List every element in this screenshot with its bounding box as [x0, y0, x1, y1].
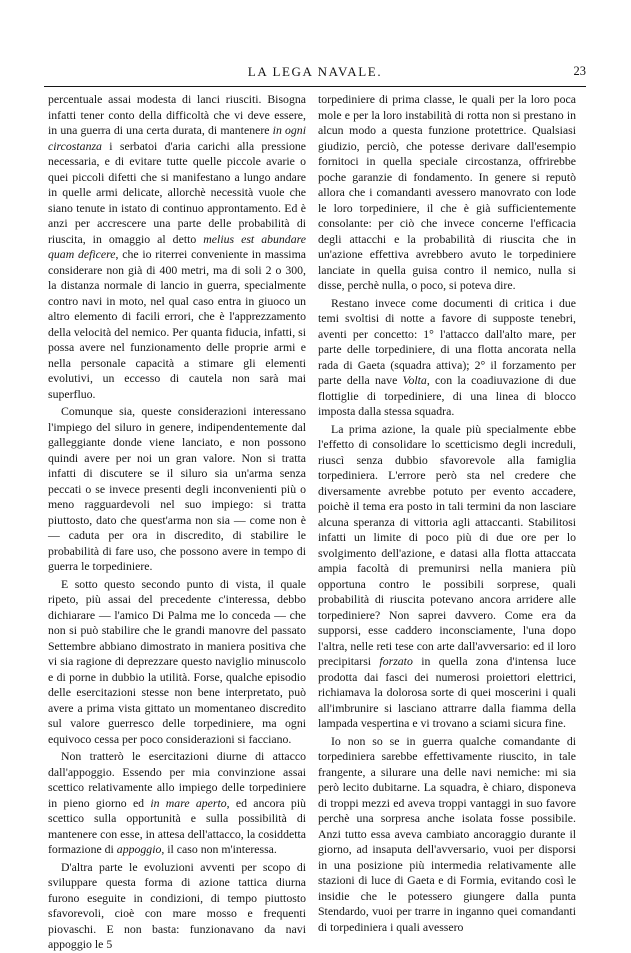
paragraph: Io non so se in guerra qualche comandante di torpediniera sarebbe effettivamente riuscito, in tale frangente, a silurare una delle navi nemiche: mi sia però lecito dubitarne. La squadra, è chiaro, disponeva di troppi mezzi ed aveva troppi vantaggi in suo favore perchè una sorpresa anche isolata fosse possibile. Anzi tutto essa aveva cambiato ancoraggio durante il giorno, ad insaputa dell'avversario, vuoi per disporsi in una posizione più intermedia relativamente alle stazioni di luce di Gaeta e di Formia, evitando così le insidie che le potessero giungere dalla punta Stendardo, vuoi per trarre in inganno quei comandanti di torpediniera i quali avessero	[318, 733, 576, 934]
page-number: 23	[573, 64, 586, 78]
paragraph: Restano invece come documenti di critica i due temi svoltisi di notte a favore di supposte tenebri, aventi per concetto: 1° l'attacco dall'alto mare, per parte delle torpediniere, di una flotta ancorata nella rada di Gaeta (squadra attiva); 2° il forzamento per parte della nave Volta, con la coadiuvazione di due flottiglie di torpediniere, di una linea di blocco imposta dalla stessa squadra.	[318, 295, 577, 418]
paragraph: Comunque sia, queste considerazioni interessano l'impiego del siluro in genere, indipendentemente dal galleggiante donde viene lanciato, e non possono quindi avere per noi un gran valore. Non si tratta infatti di discutere se il siluro sia un'arma senza peccati o se invece presenti degli inconvenienti più o meno ragguardevoli nel suo impiego: si tratta piuttosto, dato che quest'arma non sia — come non è — caduta per ora in discredito, di stabilire le probabilità di fare uso, che possono avere in tempo di guerra le torpediniere.	[48, 404, 306, 573]
italic-phrase: appoggio	[116, 842, 162, 856]
header-rule	[44, 86, 586, 87]
paragraph: E sotto questo secondo punto di vista, il quale ripeto, più assai del precedente c'interessa, debbo dichiarare — l'amico Di Palma me lo conceda — che non si può stabilire che le grandi manovre del passato Settembre abbiano dimostrato in maniera positiva che vi sia ragione di deprezzare questo naviglio minuscolo e di porne in dubbio la utilità. Forse, qualche episodio delle esercitazioni stesse non bene interpretato, può avere a prima vista gittato un momentaneo discredito sul valore guerresco delle torpediniere, ma ogni equivoco cessa per poco considerazioni si facciano.	[48, 576, 306, 746]
right-column	[318, 92, 577, 934]
paragraph: La prima azione, la quale più specialmente ebbe l'effetto di consolidare lo scetticismo degli increduli, riuscì senza dubbio sfavorevole alla famiglia torpediniera. L'errore però sta nel credere che diversamente avrebbe potuto per evento accadere, poichè il tema era posto in tali termini da non lasciare alcuna speranza di vittoria agli attaccanti. Stabilitosi infatti un limite di poco più di due ore per lo svolgimento dell'azione, e datasi alla flotta attaccata ampia facoltà di premunirsi nella maniera più opportuna contro le possibili sorprese, quali probabilità di riuscita potevano ancora arridere alle torpediniere? Non saprei davvero. Come era da supporsi, esse caddero inconsciamente, l'una dopo l'altra, nelle reti tese con arte dall'avversario: ed il loro precipitarsi forzato in quella zona d'intensa luce prodotta dai fasci dei numerosi proiettori elettrici, richiamava la dolorosa sorte di quei moscerini i quali all'imbrunire si lasciano attrarre dalla fiamma della lampada vespertina e vi trovano a sciami sicura fine.	[318, 421, 576, 730]
paragraph: percentuale assai modesta di lanci riusciti. Bisogna infatti tener conto della difficoltà che vi deve essere, in una guerra di una certa durata, di mantenere in ogni circostanza i serbatoi d'aria carichi alla pressione necessaria, e di evitare tutte quelle piccole avarie o quei piccoli difetti che si manifestano a lungo andare in quelle armi delicate, allorchè necessità vuole che siano tenute in istato di continuo approntamento. Ed è anzi per accrescere una parte delle probabilità di riuscita, in omaggio al detto melius est abundare quam deficere, che io riterrei conveniente in massima considerare non già di 400 metri, ma di soli 2 o 300, la distanza normale di lancio in guerra, specialmente contro navi in moto, nel qual caso entra in giuoco un altro elemento di facili errori, che è l'apprezzamento della velocità del nemico. Per quanta fiducia, infatti, si possa avere nel funzionamento delle proprie armi e nella personale capacità a stimare gli elementi evolutivi, un eccesso di cautela non sarà mai superfluo.	[48, 92, 307, 401]
paragraph: Non tratterò le esercitazioni diurne di attacco dall'appoggio. Essendo per mia convinzione assai scettico relativamente allo impiego delle torpediniere in pieno giorno ed in mare aperto, ed ancora più scettico sulla opportunità e sulla possibilità di mantenere con esse, in attesa dell'attacco, la cosiddetta formazione di appoggio, il caso non m'interessa.	[48, 749, 306, 856]
running-title: LA LEGA NAVALE.	[247, 64, 383, 79]
latin-motto: melius est abundare quam deficere	[48, 231, 306, 261]
ship-name: Volta	[402, 373, 427, 387]
italic-phrase: in mare aperto	[150, 795, 227, 810]
paragraph: torpediniere di prima classe, le quali per la loro poca mole e per la loro instabilità di rotta non si prestano in alcun modo a questa funzione protettrice. Qualsiasi giudizio, perciò, che potesse derivare dall'esempio fornitoci in quella speciale circostanza, offrirebbe poche garanzie di fondamento. In genere si reputò allora che i comandanti avessero manovrato con lode le loro torpediniere, il che è già sufficientemente consolante: per ciò che invece concerne l'efficacia degli attacchi e la probabilità di riuscita che in un'azione effettiva avrebbero avuto le torpediniere lanciate in quella guisa contro il nemico, nulla si disse, perchè nulla, o poco, si poteva dire.	[318, 92, 576, 292]
page-header	[44, 64, 586, 82]
paragraph: D'altra parte le evoluzioni avventi per scopo di sviluppare questa forma di azione tattica diurna furono eseguite in condizioni, di tempo piuttosto sfavorevoli, cioè con mare mosso e frequenti piovaschi. E non basta: funzionavano da navi appoggio le 5	[48, 859, 306, 951]
italic-phrase: forzato	[379, 654, 413, 668]
italic-phrase: in ogni circostanza	[48, 123, 306, 153]
left-column	[48, 92, 307, 951]
